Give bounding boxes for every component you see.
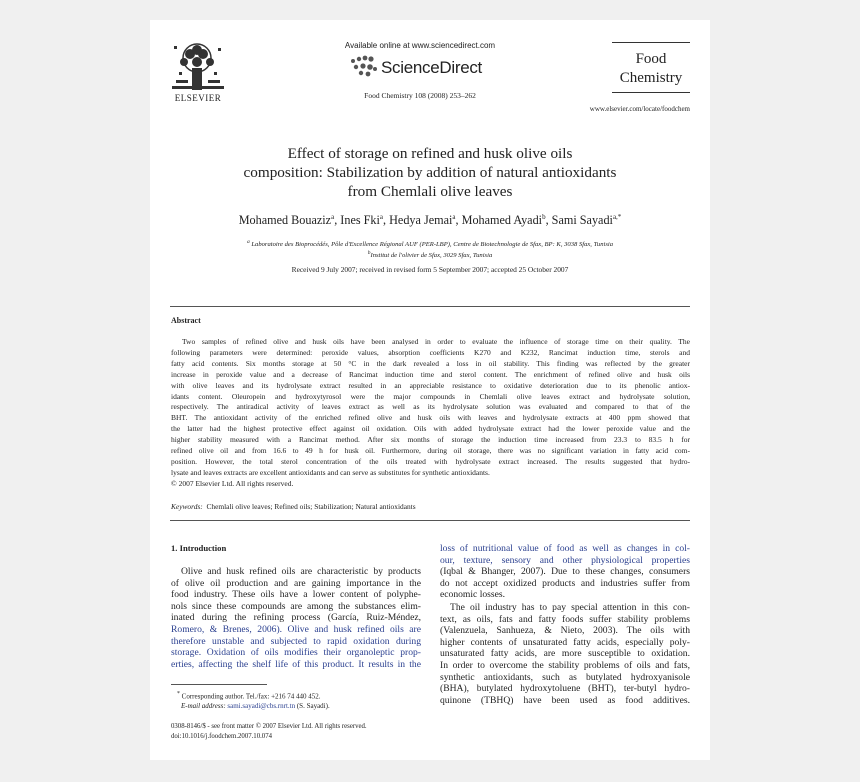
abstract-body — [171, 337, 690, 490]
article-title-line: Effect of storage on refined and husk olive oils — [287, 145, 573, 162]
sciencedirect-brand: ScienceDirect — [381, 58, 482, 77]
article-title — [170, 144, 690, 201]
text-line: text, as oils, fats and fatty foods suffer stability problems — [440, 613, 690, 625]
article-dates: Received 9 July 2007; received in revised form 5 September 2007; accepted 25 October 2007 — [291, 265, 569, 274]
abstract-line: the latter had the highest protective effect against oil oxidation. Oils with added hydrolysate extract had the lower peroxide value and the — [171, 424, 690, 434]
text-line: nols since these compounds are among the substances elim- — [171, 600, 421, 612]
abstract-line: increase in peroxide value and a decrease of Rancimat induction time and sterol content. The enrichment of refined olive and husk oils — [171, 369, 690, 379]
sciencedirect-icon — [348, 55, 378, 79]
corresponding-author-text: Corresponding author. Tel./fax: +216 74 440 452. — [181, 692, 321, 701]
affiliation-a-text: Laboratoire des Bioprocédés, Pôle d'Excellence Régional AUF (PER-LBP), Centre de Biotechnologie de Sfax, BP: K, 3038 Sfax, Tunisia — [251, 241, 614, 249]
affiliations — [170, 238, 690, 260]
abstract-line: Two samples of refined olive and husk oils have been analysed in order to evaluate the influence of storage time on their quality. The — [182, 337, 690, 346]
publication-info — [171, 722, 471, 742]
article-title-line: from Chemlali olive leaves — [347, 183, 513, 200]
abstract-line: higher stability measured with a Rancimat method. After six months of storage the induction time increased from 23.3 to 83.5 h for — [171, 435, 690, 445]
journal-title-rule-bottom — [612, 92, 690, 93]
footnotes — [171, 689, 431, 711]
text-line: inated during the refining process (García, Ruiz-Méndez, — [171, 612, 421, 624]
abstract-heading: Abstract — [171, 316, 201, 325]
text-line: higher contents of unsaturated fatty acids, especially poly- — [440, 636, 690, 648]
citation-link-line[interactable]: Romero, & Brenes, 2006). Olive and husk refined oils are — [171, 623, 421, 635]
text-line: unsaturated fatty acids, are more susceptible to oxidation. — [440, 648, 690, 660]
text-line: The oil industry has to pay special attention in this con- — [450, 601, 690, 613]
author-list: Mohamed Bouaziz$^a$, Ines Fki$^a$, Hedya Jemai$^a$, Mohamed Ayadi$^b$, Sami Sayadi$^{a,*}$ — [238, 213, 622, 228]
keywords-label: Keywords: — [171, 502, 203, 511]
highlighted-line[interactable]: our, texture, sensory and other physiological properties — [440, 554, 690, 566]
abstract-line: refined olive oil and from 16.6 to 49 h for husk oil. Furthermore, during oil storage, there was no significant variation in fatty acid com- — [171, 446, 690, 456]
journal-citation: Food Chemistry 108 (2008) 253–262 — [364, 91, 476, 100]
introduction-heading: 1. Introduction — [171, 543, 227, 553]
corresponding-author-note — [171, 689, 431, 701]
keywords — [171, 502, 690, 511]
footnote-rule — [171, 684, 267, 685]
highlighted-line[interactable]: loss of nutritional value of food as well as changes in col- — [440, 543, 690, 554]
author-affiliation-mark: a — [379, 213, 384, 221]
abstract-line: with olive leaves and its hydrolysate extract resulted in an appreciable resistance to oxidative deterioration due to its phenolic antiox- — [171, 380, 690, 390]
abstract-line: position. However, the total sterol concentration of the oils treated with hydrolysate extract increased. The results suggested that hydro- — [171, 456, 690, 466]
author-name: Mohamed Ayadi — [461, 213, 543, 228]
text-line: (Valenzuela, Sanhueza, & Nieto, 2003). The oils with — [440, 625, 690, 637]
email-link[interactable]: sami.sayadi@cbs.rnrt.tn — [227, 702, 296, 711]
affiliation-mark: b — [367, 250, 371, 257]
affiliation-mark: a — [246, 239, 250, 245]
journal-title-chemistry: Chemistry — [619, 70, 683, 86]
issn-line: 0308-8146/$ - see front matter © 2007 Elsevier Ltd. All rights reserved. — [171, 723, 367, 730]
elsevier-tree-logo — [170, 42, 226, 92]
footnote-mark: * — [177, 691, 180, 697]
highlighted-line[interactable]: erties, affecting the shelf life of this product. It results in the — [171, 658, 421, 670]
abstract-bottom-rule — [170, 520, 690, 521]
intro-left-column — [171, 566, 421, 670]
email-label: E-mail address: — [181, 702, 226, 711]
author-name: Mohamed Bouaziz — [238, 213, 332, 228]
text-line: economic losses. — [440, 589, 506, 601]
text-line: food industry. These oils have a lower content of polyphe- — [171, 589, 421, 601]
text-line: (BHA), butylated hydroxytoluene (BHT), ter-butyl hydro- — [440, 683, 690, 695]
author-affiliation-mark: b — [542, 213, 546, 221]
email-note — [171, 701, 431, 711]
affiliation-a — [170, 238, 690, 249]
affiliation-b-text: Institut de l'olivier de Sfax, 3029 Sfax, Tunisia — [370, 252, 493, 260]
author-affiliation-mark: a — [331, 213, 335, 221]
text-line: In order to overcome the stability problems of oils and fats, — [440, 659, 690, 671]
author-name: Ines Fki — [340, 213, 380, 228]
abstract-line: idants content. Oleuropein and hydroxytyrosol were the major compounds in Chemlali olive leaves extract and hydrolysate solution, — [171, 391, 690, 401]
journal-url[interactable]: www.elsevier.com/locate/foodchem — [589, 105, 690, 113]
author-affiliation-mark: a — [452, 213, 456, 221]
affiliation-b — [170, 249, 690, 260]
author-affiliation-mark: a,* — [612, 213, 622, 221]
abstract-line: respectively. The antiradical activity of leaves extract as well as its hydrolysate solution was evaluated and compared to that of the — [171, 402, 690, 412]
journal-title-food: Food — [635, 51, 667, 67]
abstract-top-rule — [170, 306, 690, 307]
keywords-text: Chemlali olive leaves; Refined oils; Stabilization; Natural antioxidants — [206, 502, 416, 511]
copyright-line: © 2007 Elsevier Ltd. All rights reserved. — [171, 478, 294, 488]
intro-right-column — [440, 543, 690, 706]
author-name: Sami Sayadi — [551, 213, 613, 228]
doi-line[interactable]: doi:10.1016/j.foodchem.2007.10.074 — [171, 733, 273, 740]
abstract-line: fatty acid contents. Six months storage at 50 °C in the dark revealed a loss in oil stability. This finding was reflected by the greater — [171, 358, 690, 368]
journal-title-rule-top — [612, 42, 690, 43]
highlighted-line[interactable]: storage. Oxidation of oils modifies their organoleptic prop- — [171, 647, 421, 659]
text-line: (Iqbal & Bhanger, 2007). Due to these changes, consumers — [440, 566, 690, 578]
text-line: Olive and husk refined oils are characteristic by products — [181, 566, 421, 577]
abstract-line: BHT. The antioxidant activity of the enriched refined olive and husk oils with leaves and hydrolysate extracts at 400 ppm showed that — [171, 413, 690, 423]
available-online-text: Available online at www.sciencedirect.com — [344, 41, 496, 50]
text-line: of olive oil production and are gaining importance in the — [171, 577, 421, 589]
abstract-line: lysate and leaves extracts are excellent antioxidants and can serve as substitutes for synthetic antioxidants. — [171, 467, 490, 477]
text-line: quinone (TBHQ) have been used as food additives. — [440, 694, 690, 706]
text-line: synthetic antioxidants, such as butylated hydroxyanisole — [440, 671, 690, 683]
text-line: do not accept oxidized products and industries suffer from — [440, 577, 690, 589]
elsevier-logo-text: ELSEVIER — [174, 93, 222, 103]
article-title-line: composition: Stabilization by addition of natural antioxidants — [243, 164, 617, 181]
highlighted-line[interactable]: therefore unstable and subjected to rapid oxidation during — [171, 635, 421, 647]
abstract-line: following parameters were determined: peroxide values, absorption coefficients K270 and K232, Rancimat induction time, sterols and — [171, 347, 690, 357]
email-suffix: (S. Sayadi). — [296, 702, 330, 711]
author-name: Hedya Jemai — [389, 213, 453, 228]
